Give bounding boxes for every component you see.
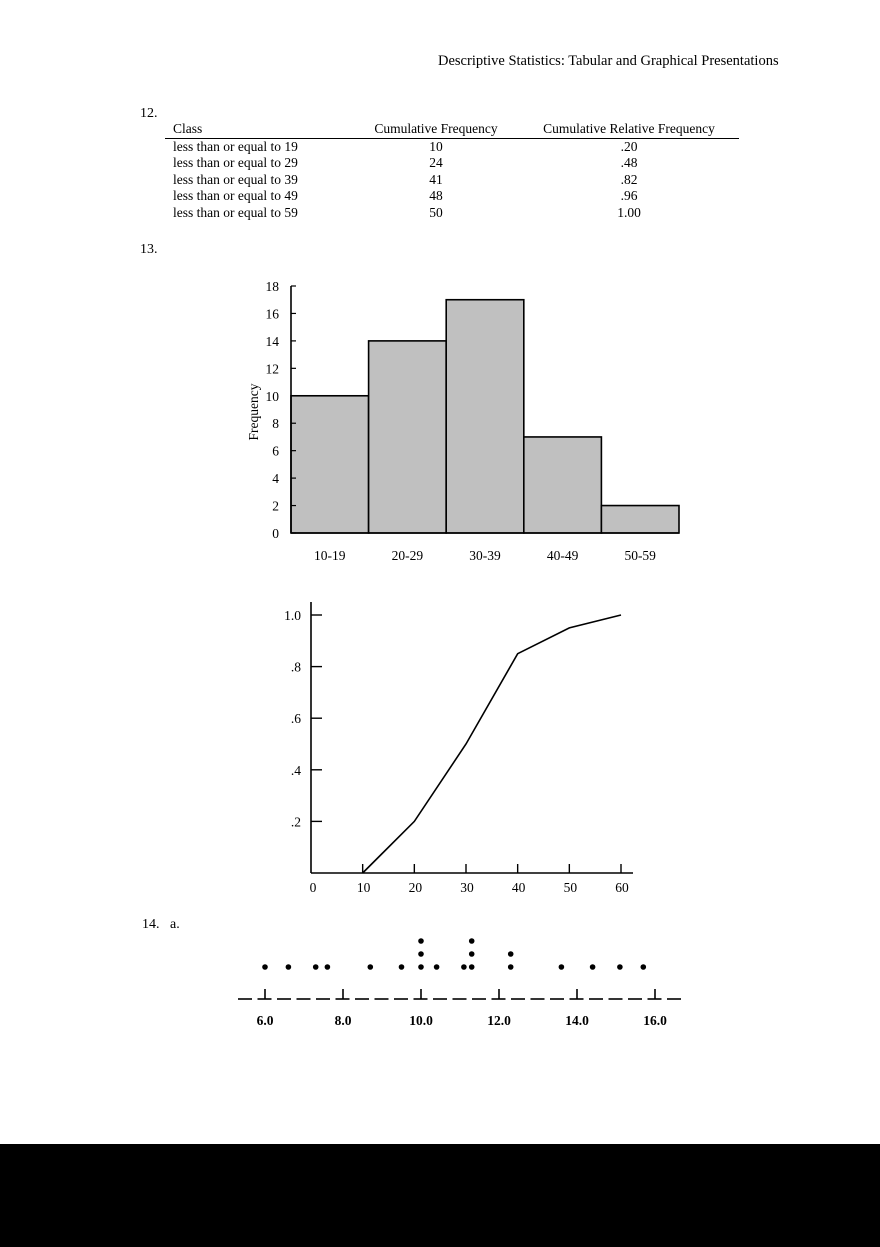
y-axis-label: Frequency	[246, 383, 261, 441]
x-tick-label: 40	[511, 880, 526, 895]
x-tick-label: 40-49	[546, 548, 579, 563]
footer-bar	[0, 1144, 880, 1247]
cell-cum-rel-freq: .96	[620, 188, 638, 203]
cell-cum-freq: 48	[429, 188, 443, 203]
problem-13-number: 13.	[140, 242, 158, 257]
data-dot	[461, 964, 467, 970]
data-dot	[418, 951, 424, 957]
data-dot	[559, 964, 565, 970]
data-dot	[508, 964, 514, 970]
cell-class: less than or equal to 59	[173, 204, 298, 220]
y-tick-label: 6	[272, 443, 279, 459]
histogram-bar	[601, 506, 679, 533]
problem-14-part: a.	[170, 917, 180, 932]
data-dot	[399, 964, 405, 970]
data-dot	[469, 964, 475, 970]
problem-12-number: 12.	[140, 106, 158, 121]
x-tick-label: 0	[309, 880, 317, 895]
data-dot	[418, 964, 424, 970]
data-dot	[617, 964, 623, 970]
x-tick-label: 10-19	[314, 548, 346, 563]
data-dot	[418, 938, 424, 944]
cell-class: less than or equal to 19	[173, 138, 298, 154]
data-dot	[325, 964, 331, 970]
x-tick-label: 8.0	[334, 1013, 352, 1028]
data-dot	[469, 951, 475, 957]
x-tick-label: 12.0	[487, 1013, 511, 1028]
x-tick-label: 14.0	[565, 1013, 589, 1028]
problem-14-number: 14.	[142, 917, 160, 932]
histogram-bar	[446, 300, 524, 533]
data-dot	[590, 964, 596, 970]
x-tick-label: 20-29	[391, 548, 424, 563]
data-dot	[286, 964, 292, 970]
frequency-histogram	[246, 279, 679, 563]
x-tick-label: 6.0	[256, 1013, 274, 1028]
data-dot	[641, 964, 647, 970]
y-tick-label: .4	[290, 762, 301, 778]
cell-cum-rel-freq: .82	[620, 171, 638, 187]
histogram-bar	[369, 341, 447, 533]
y-tick-label: 16	[265, 306, 279, 322]
y-tick-label: 12	[265, 361, 279, 377]
x-tick-label: 50	[563, 880, 578, 895]
x-tick-label: 10.0	[409, 1013, 433, 1028]
y-tick-label: 8	[272, 416, 279, 432]
cell-cum-freq: 10	[429, 138, 443, 154]
ogive-line	[363, 615, 621, 873]
column-header-cumulative-relative-frequency: Cumulative Relative Frequency	[511, 121, 739, 138]
cell-cum-freq: 24	[429, 155, 443, 170]
column-header-class: Class	[165, 121, 353, 138]
x-tick-label: 30-39	[469, 548, 501, 563]
data-dot	[313, 964, 319, 970]
x-tick-label: 20	[408, 880, 423, 895]
cell-class: less than or equal to 29	[173, 155, 298, 170]
x-tick-label: 60	[615, 880, 629, 895]
histogram-bar	[291, 396, 369, 533]
cell-class: less than or equal to 49	[173, 188, 298, 203]
y-tick-label: .8	[290, 659, 301, 675]
running-header: Descriptive Statistics: Tabular and Graphical Presentations	[438, 53, 779, 69]
cell-cum-rel-freq: .48	[620, 155, 638, 170]
x-tick-label: 30	[460, 880, 474, 895]
cell-cum-rel-freq: 1.00	[617, 204, 641, 220]
x-tick-label: 16.0	[643, 1013, 667, 1028]
data-dot	[262, 964, 268, 970]
column-header-cumulative-frequency: Cumulative Frequency	[353, 121, 511, 138]
data-dot	[368, 964, 374, 970]
y-tick-label: 1.0	[284, 608, 301, 623]
histogram-bar	[524, 437, 602, 533]
dot-plot	[238, 938, 681, 1028]
data-dot	[434, 964, 440, 970]
cell-class: less than or equal to 39	[173, 171, 298, 187]
data-dot	[508, 951, 514, 957]
y-tick-label: 2	[272, 498, 279, 514]
data-dot	[469, 938, 475, 944]
x-tick-label: 10	[356, 880, 371, 895]
y-tick-label: 18	[265, 279, 279, 294]
cell-cum-freq: 41	[429, 171, 443, 187]
y-tick-label: 4	[272, 471, 279, 487]
ogive-chart	[284, 602, 633, 895]
y-tick-label: .6	[290, 711, 301, 727]
y-tick-label: .2	[290, 814, 301, 830]
cell-cum-freq: 50	[429, 204, 443, 220]
cell-cum-rel-freq: .20	[620, 138, 638, 154]
x-tick-label: 50-59	[624, 548, 656, 563]
y-tick-label: 10	[265, 388, 279, 404]
y-tick-label: 0	[272, 526, 279, 541]
y-tick-label: 14	[265, 333, 279, 349]
